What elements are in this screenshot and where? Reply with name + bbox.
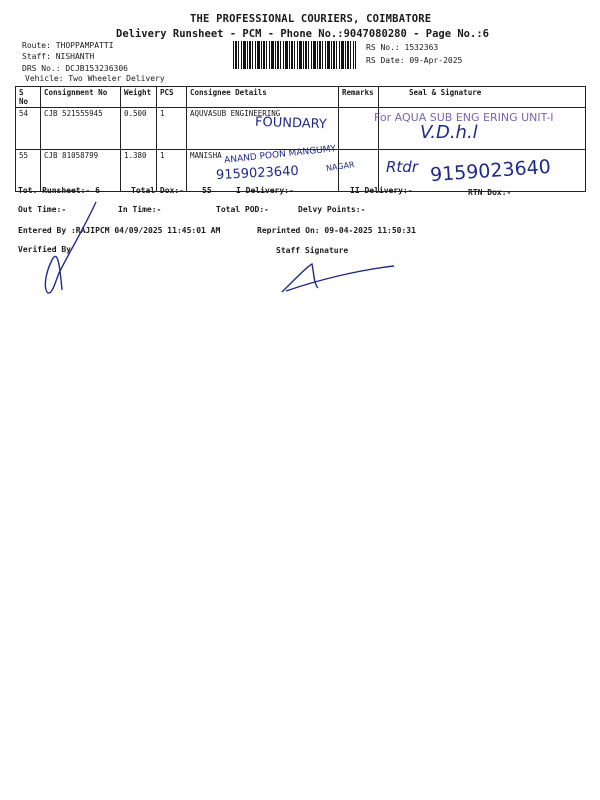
tot-runsheet: Tot. Runsheet:- 6 (18, 186, 100, 195)
col-pcs: PCS (157, 87, 187, 108)
cell-pcs: 1 (157, 150, 187, 192)
staff-signature (278, 258, 398, 298)
cell-consignee: MANISHA (187, 150, 339, 192)
cell-weight: 1.380 (121, 150, 157, 192)
i-delivery: I Delivery:- (236, 186, 294, 195)
cell-weight: 0.500 (121, 108, 157, 150)
total-dox-value: 55 (202, 186, 212, 195)
handwritten-phone: 9159023640 (215, 163, 300, 184)
delvy-points: Delvy Points:- (298, 205, 366, 214)
entered-by: Entered By :RAJIPCM 04/09/2025 11:45:01 AM (18, 226, 221, 235)
barcode (233, 41, 356, 69)
total-dox-label: Total Dox:- (131, 186, 184, 195)
handwritten-address: ANAND POON MANGUMY (223, 144, 337, 166)
drs-no: DRS No.: DCJB153236306 (22, 64, 128, 73)
rs-no: RS No.: 1532363 (366, 43, 439, 52)
col-seal: Seal & Signature (379, 87, 586, 108)
cell-pcs: 1 (157, 108, 187, 150)
in-time: In Time:- (118, 205, 162, 214)
reprinted-on: Reprinted On: 09-04-2025 11:50:31 (257, 226, 416, 235)
col-consignee: Consignee Details (187, 87, 339, 108)
col-consignment: Consignment No (41, 87, 121, 108)
company-title: THE PROFESSIONAL COURIERS, COIMBATORE (190, 13, 432, 25)
cell-consignment: CJB 521555945 (41, 108, 121, 150)
ii-delivery: II Delivery:- (350, 186, 413, 195)
handwritten-signature: V.D.h.l (420, 122, 478, 143)
cell-remarks (339, 108, 379, 150)
cell-sno: 54 (16, 108, 41, 150)
cell-consignment: CJB 81058799 (41, 150, 121, 192)
handwritten-address-line: NAGAR (325, 160, 356, 173)
handwritten-note: FOUNDARY (254, 114, 328, 133)
col-sno: S No (16, 87, 41, 108)
cell-sno: 55 (16, 150, 41, 192)
col-weight: Weight (121, 87, 157, 108)
runsheet-title: Delivery Runsheet - PCM - Phone No.:9047080280 - Page No.:6 (116, 28, 489, 40)
handwritten-phone-signature: 9159023640 (429, 155, 552, 187)
staff: Staff: NISHANTH (22, 52, 95, 61)
rs-date: RS Date: 09-Apr-2025 (366, 56, 463, 65)
company-stamp: For AQUA SUB ENG ERING UNIT-I (374, 111, 554, 124)
verified-by: Verified By (18, 245, 71, 254)
rtn-dox: RTN Dox:- (468, 188, 512, 197)
col-remarks: Remarks (339, 87, 379, 108)
verifier-signature (24, 198, 104, 298)
handwritten-signature: Rtdr (386, 158, 418, 176)
out-time: Out Time:- (18, 205, 67, 214)
staff-signature-label: Staff Signature (276, 246, 349, 255)
route: Route: THOPPAMPATTI (22, 41, 114, 50)
table-header-row (16, 87, 586, 108)
total-pod: Total POD:- (216, 205, 269, 214)
vehicle: Vehicle: Two Wheeler Delivery (25, 74, 165, 83)
cell-consignee: AQUVASUB ENGINEERING (187, 108, 339, 150)
